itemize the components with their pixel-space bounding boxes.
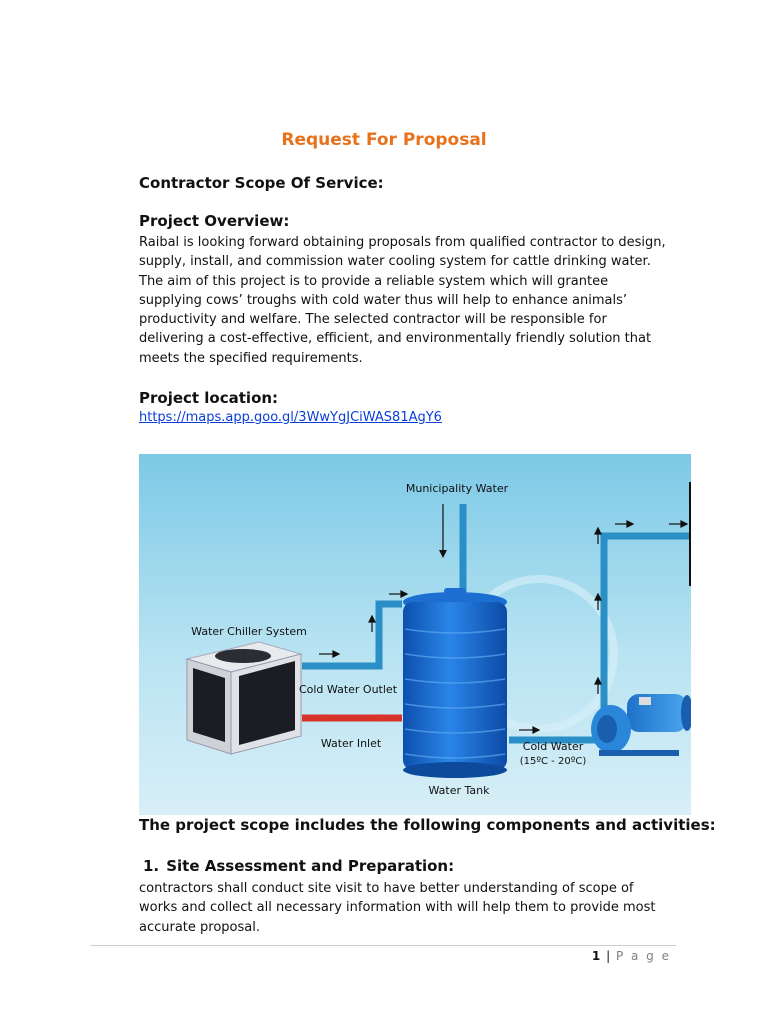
scope-heading: Contractor Scope Of Service: [139,174,384,192]
footer-divider [90,945,676,946]
document-title: Request For Proposal [281,130,487,150]
chiller-unit [187,642,301,754]
site-assessment-paragraph: contractors shall conduct site visit to have better understanding of scope of works and collect all necessary information with will help them to provide most accurate proposal. [139,881,656,935]
components-heading: The project scope includes the following components and activities: [139,816,716,834]
list-number: 1. [143,857,160,875]
site-assessment-title: Site Assessment and Preparation: [166,857,455,875]
page-label: P a g e [615,949,671,963]
site-assessment-heading [143,857,454,875]
page-footer: 1 | P a g e [591,949,671,963]
location-heading: Project location: [139,389,279,407]
overview-heading: Project Overview: [139,212,290,230]
label-water-inlet: Water Inlet [320,737,382,750]
water-tank [403,588,507,778]
page-number: 1 [591,949,601,963]
label-temperature: (15ºC - 20ºC) [519,756,587,767]
label-chiller: Water Chiller System [191,625,307,638]
label-tank: Water Tank [428,784,490,797]
label-cold-water: Cold Water [522,740,584,753]
location-link[interactable]: https://maps.app.goo.gl/3WwYgJCiWAS81AgY6 [139,410,442,425]
overview-paragraph: Raibal is looking forward obtaining proposals from qualified contractor to design, supply, install, and commission water cooling system for cattle drinking water. The aim of this project is to provide a reliable system which will grantee supplying cows’ troughs with cold water thus will help to enhance animals’ productivity and welfare. The selected contractor will be responsible for delivering a cost-effective, efficient, and environmentally friendly solution that meets the specified requirements. [139,235,666,366]
label-cold-outlet: Cold Water Outlet [298,683,398,696]
label-municipality: Municipality Water [405,482,509,495]
water-cooling-diagram [139,454,691,815]
